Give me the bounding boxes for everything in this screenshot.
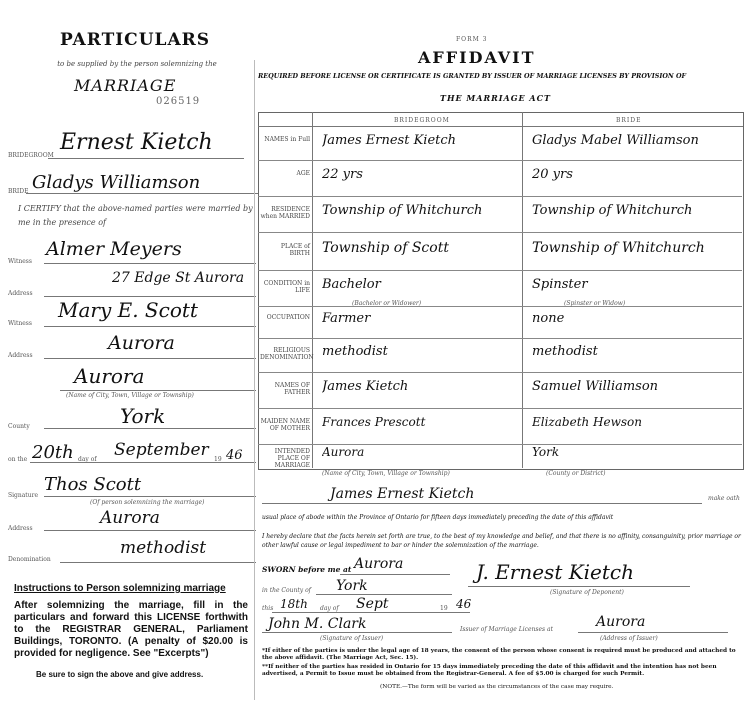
sworn-place: Aurora — [354, 556, 404, 572]
year-prefix: 19 — [214, 456, 222, 463]
county-value: York — [120, 404, 166, 428]
page-divider — [254, 60, 255, 700]
certify-text: I CERTIFY that the above-named parties were married by me in the presence of — [18, 204, 253, 227]
sworn-year-prefix: 19 — [440, 605, 448, 612]
officiant-signature: Thos Scott — [44, 474, 142, 495]
divider — [26, 193, 258, 194]
bride-value: Gladys Mabel Williamson — [532, 133, 699, 148]
on-the-label: on the — [8, 456, 28, 463]
divider — [262, 632, 452, 633]
table-row — [258, 372, 742, 408]
sworn-label: SWORN before me at — [262, 565, 352, 574]
row-label: RESIDENCE when MARRIED — [260, 206, 310, 220]
marriage-heading: MARRIAGE — [74, 76, 177, 95]
divider — [44, 358, 256, 359]
groom-value: Frances Prescott — [322, 415, 426, 429]
denomination-value: methodist — [120, 538, 207, 558]
bride-name: Gladys Williamson — [32, 172, 201, 193]
form-number: FORM 3 — [456, 36, 488, 43]
residence-text: usual place of abode within the Province of Ontario for fifteen days immediately preceding the date of this affidavit — [262, 514, 614, 521]
deponent-signature: J. Ernest Kietch — [476, 560, 635, 584]
deponent-name: James Ernest Kietch — [330, 486, 475, 502]
row-label: AGE — [296, 170, 310, 177]
particulars-title: PARTICULARS — [60, 30, 211, 50]
condition-caption-bride: (Spinster or Widow) — [564, 300, 626, 307]
groom-value: Aurora — [322, 445, 365, 459]
witness1-name: Almer Meyers — [46, 238, 182, 260]
divider — [44, 263, 256, 264]
divider — [258, 126, 743, 127]
marriage-day: 20th — [32, 442, 74, 463]
deponent-caption: (Signature of Deponent) — [550, 589, 624, 596]
note-2: **If neither of the parties has resided in Ontario for 15 days immediately preceding the date of this affidavit and the intention has not been advertised, a Permit to Issue must be obtained from the Registrar-General. A fee of $5.00 is charged for such Permit. — [262, 664, 717, 677]
row-label: MAIDEN NAME OF MOTHER — [260, 418, 310, 432]
bride-value: Spinster — [532, 277, 588, 292]
bride-value: Township of Whitchurch — [532, 203, 693, 218]
instructions-title: Instructions to Person solemnizing marriage — [14, 583, 226, 594]
marriage-year: 46 — [226, 448, 243, 463]
divider — [262, 503, 702, 504]
signature-caption: (Of person solemnizing the marriage) — [90, 499, 205, 506]
instructions-footer: Be sure to sign the above and give address. — [36, 670, 204, 679]
note-1: *If either of the parties is under the legal age of 18 years, the consent of the person whose consent is required must be produced and attached to the above affidavit. (The Marriage Act, Sec. 15). — [262, 648, 736, 661]
row-label: NAMES OF FATHER — [274, 382, 310, 396]
bride-value: methodist — [532, 344, 598, 359]
witness1-label: Witness — [8, 258, 32, 265]
groom-value: Farmer — [322, 311, 371, 326]
table-row — [258, 160, 742, 196]
divider — [340, 574, 450, 575]
groom-value: Bachelor — [322, 277, 381, 292]
table-row — [258, 408, 742, 444]
bride-value: 20 yrs — [532, 167, 573, 182]
table-row — [258, 444, 742, 468]
divider — [44, 428, 256, 429]
table-row — [258, 306, 742, 338]
row-label: CONDITION in LIFE — [263, 280, 310, 294]
row-label: RELIGIOUS DENOMINATION — [260, 347, 314, 361]
bride-value: Elizabeth Hewson — [532, 415, 643, 429]
row-label: NAMES in Full — [264, 136, 310, 143]
bridegroom-label: BRIDEGROOM — [8, 152, 54, 159]
issuer-place: Aurora — [596, 614, 646, 630]
witness2-name: Mary E. Scott — [58, 298, 198, 322]
witness1-address: 27 Edge St Aurora — [112, 270, 245, 286]
groom-value: Township of Whitchurch — [322, 203, 483, 218]
groom-value: James Ernest Kietch — [322, 133, 457, 148]
table-row — [258, 270, 742, 306]
divider — [44, 496, 256, 497]
divider — [48, 158, 244, 159]
divider — [60, 390, 256, 391]
bridegroom-name: Ernest Kietch — [60, 130, 213, 155]
issuer-caption: (Signature of Issuer) — [320, 635, 384, 642]
divider — [44, 296, 256, 297]
issuer-signature: John M. Clark — [268, 616, 367, 632]
this-label: this — [262, 605, 274, 612]
divider — [44, 326, 256, 327]
signature-label: Signature — [8, 492, 39, 499]
affidavit-title: AFFIDAVIT — [418, 48, 536, 67]
sworn-county-label: in the County of — [262, 587, 311, 594]
marriage-place: Aurora — [74, 364, 145, 388]
bride-value: none — [532, 311, 565, 326]
sworn-day-of: day of — [320, 605, 339, 612]
place-caption: (Name of City, Town, Village or Township) — [322, 470, 450, 477]
marriage-act: THE MARRIAGE ACT — [440, 93, 551, 103]
day-of-label: day of — [78, 456, 97, 463]
witness2-address: Aurora — [108, 332, 175, 354]
divider — [316, 594, 452, 595]
make-oath: make oath — [708, 495, 740, 502]
sworn-day: 18th — [280, 597, 308, 611]
bride-value: York — [532, 445, 560, 459]
sworn-year: 46 — [456, 597, 472, 611]
col-bridegroom: BRIDEGROOM — [394, 117, 450, 124]
county-caption: (County or District) — [546, 470, 606, 477]
instructions-body: After solemnizing the marriage, fill in the particulars and forward this LICENSE forthwith to the REGISTRAR GENERAL, Parliament Buildings, TORONTO. (A penalty of $20.00 is provided for negligence. See "Excerpts") — [14, 600, 248, 659]
divider — [578, 632, 728, 633]
groom-value: James Kietch — [322, 379, 409, 394]
condition-caption-groom: (Bachelor or Widower) — [352, 300, 422, 307]
col-bride: BRIDE — [616, 117, 642, 124]
table-row — [258, 232, 742, 270]
divider — [468, 586, 690, 587]
officiant-address-label: Address — [8, 525, 33, 532]
row-label: PLACE of BIRTH — [280, 243, 310, 257]
witness2-label: Witness — [8, 320, 32, 327]
row-label: INTENDED PLACE OF MARRIAGE — [274, 448, 310, 469]
divider — [30, 462, 256, 463]
bride-value: Samuel Williamson — [532, 379, 659, 394]
issuer-text: Issuer of Marriage Licenses at — [460, 626, 553, 633]
row-label: OCCUPATION — [266, 314, 310, 321]
registration-number: 026519 — [156, 96, 201, 107]
place-caption: (Name of City, Town, Village or Township) — [66, 392, 194, 399]
divider — [272, 612, 470, 613]
witness1-address-label: Address — [8, 290, 33, 297]
officiant-address: Aurora — [100, 508, 160, 528]
marriage-month: September — [114, 440, 209, 460]
denomination-label: Denomination — [8, 556, 51, 563]
particulars-subtitle: to be supplied by the person solemnizing the — [57, 60, 217, 68]
declaration-text: I hereby declare that the facts herein set forth are true, to the best of my knowledge and belief, and that there is no affinity, consanguinity, prior marriage or other lawful cause or legal impediment to bar or hinder the solemnization of the marriage. — [262, 533, 741, 549]
groom-value: Township of Scott — [322, 240, 449, 256]
note-3: (NOTE.—The form will be varied as the circumstances of the case may require. — [380, 684, 614, 690]
bride-value: Township of Whitchurch — [532, 240, 705, 256]
divider — [60, 562, 256, 563]
table-row — [258, 196, 742, 232]
sworn-month: Sept — [356, 596, 389, 612]
table-row — [258, 338, 742, 372]
issuer-place-caption: (Address of Issuer) — [600, 635, 658, 642]
divider — [44, 530, 256, 531]
witness2-address-label: Address — [8, 352, 33, 359]
county-label: County — [8, 423, 30, 430]
table-row — [258, 128, 742, 160]
bride-label: BRIDE — [8, 188, 29, 195]
groom-value: methodist — [322, 344, 388, 359]
affidavit-subtitle: REQUIRED BEFORE LICENSE OR CERTIFICATE IS GRANTED BY ISSUER OF MARRIAGE LICENSES BY PROVISION OF — [258, 72, 687, 80]
groom-value: 22 yrs — [322, 167, 363, 182]
sworn-county: York — [336, 578, 368, 594]
